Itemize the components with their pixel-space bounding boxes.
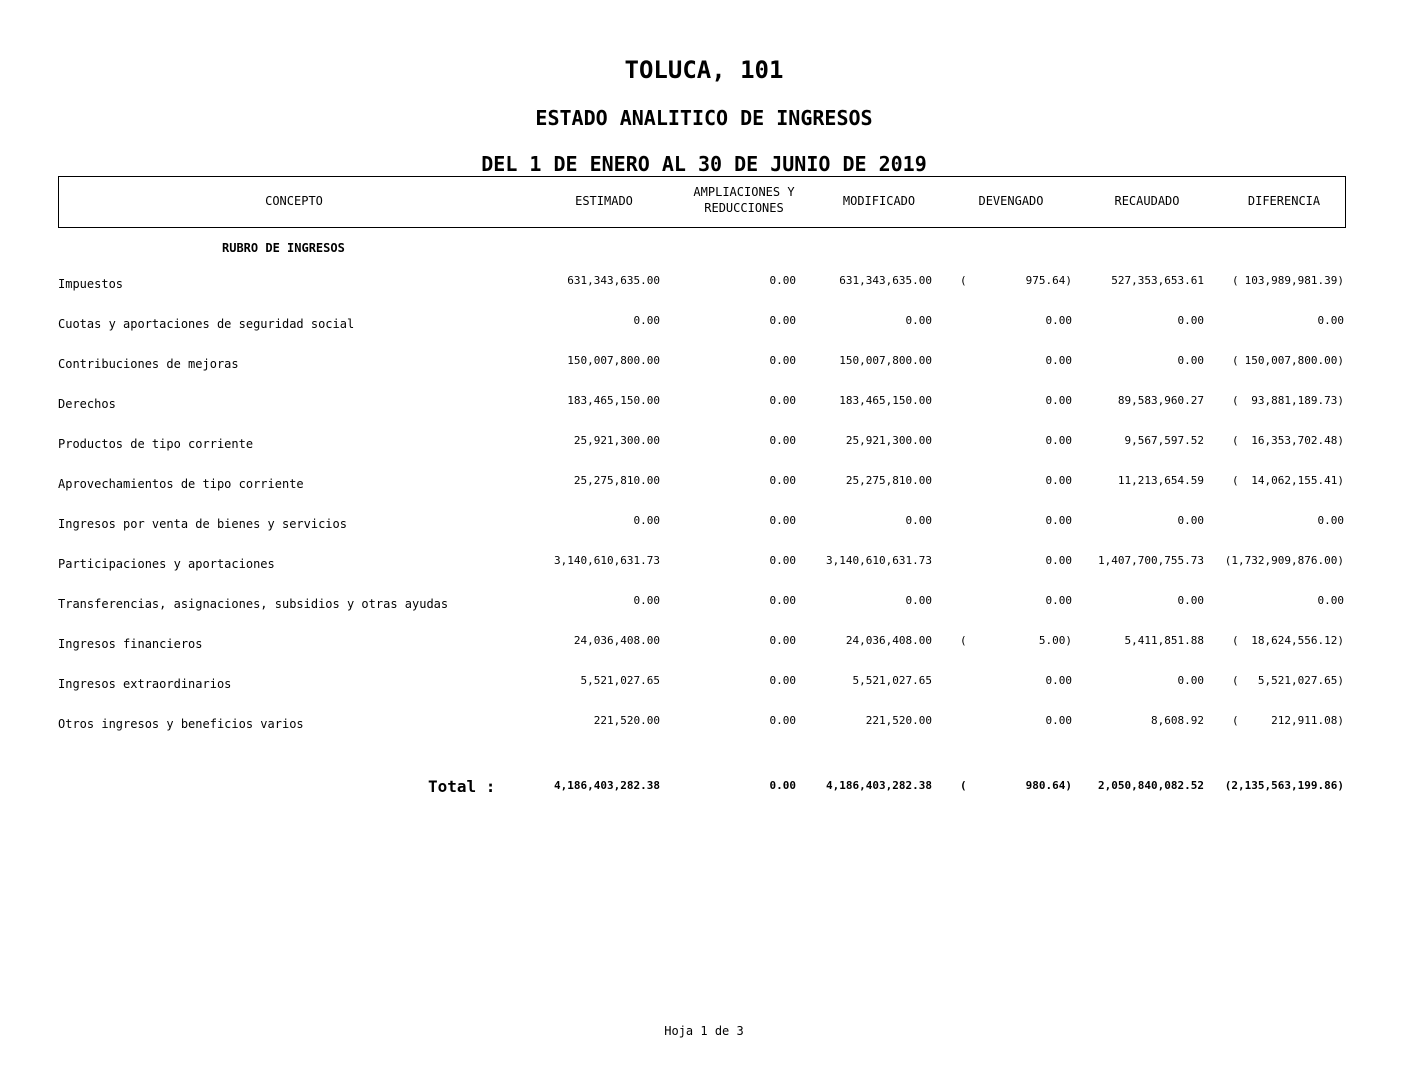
col-ampliaciones-line1: AMPLIACIONES Y (693, 185, 795, 199)
row-diferencia-open-paren: ( (1232, 674, 1239, 687)
table-row (0, 714, 1408, 734)
row-concepto: Aprovechamientos de tipo corriente (58, 477, 304, 491)
row-diferencia: 93,881,189.73) (1251, 394, 1344, 407)
row-diferencia-open-paren: ( (1232, 394, 1239, 407)
row-devengado: 0.00 (1045, 674, 1072, 687)
row-devengado: 0.00 (1045, 394, 1072, 407)
row-diferencia-open-paren: ( (1232, 714, 1239, 727)
row-concepto: Ingresos extraordinarios (58, 677, 232, 691)
row-devengado: 0.00 (1045, 354, 1072, 367)
row-concepto: Contribuciones de mejoras (58, 357, 239, 371)
row-diferencia: (1,732,909,876.00) (1224, 554, 1344, 567)
row-concepto: Impuestos (58, 277, 124, 291)
table-row (0, 354, 1408, 374)
row-recaudado: 0.00 (1177, 354, 1204, 367)
row-ampliaciones: 0.00 (769, 714, 796, 727)
row-estimado: 5,521,027.65 (580, 674, 660, 687)
table-row (0, 594, 1408, 614)
row-diferencia: 5,521,027.65) (1257, 674, 1344, 687)
total-devengado: 980.64) (1025, 779, 1072, 792)
total-devengado-open-paren: ( (960, 779, 967, 792)
row-modificado: 25,275,810.00 (845, 474, 932, 487)
row-ampliaciones: 0.00 (769, 314, 796, 327)
col-devengado: DEVENGADO (978, 194, 1044, 208)
row-devengado: 0.00 (1045, 714, 1072, 727)
table-row (0, 274, 1408, 294)
row-diferencia: 14,062,155.41) (1251, 474, 1344, 487)
row-devengado-open-paren: ( (960, 274, 967, 287)
row-diferencia: 212,911.08) (1271, 714, 1344, 727)
row-devengado: 0.00 (1045, 314, 1072, 327)
col-recaudado: RECAUDADO (1114, 194, 1180, 208)
row-estimado: 631,343,635.00 (567, 274, 660, 287)
row-diferencia-open-paren: ( (1232, 274, 1239, 287)
row-concepto: Ingresos financieros (58, 637, 203, 651)
row-recaudado: 0.00 (1177, 514, 1204, 527)
col-ampliaciones (669, 184, 819, 216)
page-title: TOLUCA, 101 (624, 56, 784, 84)
row-concepto: Derechos (58, 397, 116, 411)
row-concepto: Productos de tipo corriente (58, 437, 254, 451)
row-ampliaciones: 0.00 (769, 474, 796, 487)
table-header (58, 176, 1346, 228)
col-modificado: MODIFICADO (842, 194, 916, 208)
row-devengado: 0.00 (1045, 514, 1072, 527)
row-modificado: 150,007,800.00 (839, 354, 932, 367)
page-footer: Hoja 1 de 3 (664, 1024, 744, 1038)
table-row (0, 314, 1408, 334)
row-recaudado: 5,411,851.88 (1124, 634, 1204, 647)
row-diferencia: 150,007,800.00) (1244, 354, 1344, 367)
row-modificado: 0.00 (905, 514, 932, 527)
row-ampliaciones: 0.00 (769, 274, 796, 287)
table-row (0, 474, 1408, 494)
row-diferencia-open-paren: ( (1232, 354, 1239, 367)
col-concepto: CONCEPTO (265, 194, 323, 208)
total-recaudado: 2,050,840,082.52 (1098, 779, 1204, 792)
total-estimado: 4,186,403,282.38 (554, 779, 660, 792)
row-estimado: 3,140,610,631.73 (554, 554, 660, 567)
row-modificado: 24,036,408.00 (845, 634, 932, 647)
row-modificado: 183,465,150.00 (839, 394, 932, 407)
section-label: RUBRO DE INGRESOS (222, 241, 345, 255)
total-diferencia: (2,135,563,199.86) (1224, 779, 1344, 792)
row-recaudado: 9,567,597.52 (1124, 434, 1204, 447)
total-ampliaciones: 0.00 (769, 779, 796, 792)
row-estimado: 183,465,150.00 (567, 394, 660, 407)
row-recaudado: 0.00 (1177, 674, 1204, 687)
row-estimado: 0.00 (633, 514, 660, 527)
row-estimado: 25,921,300.00 (573, 434, 660, 447)
table-row (0, 554, 1408, 574)
row-estimado: 25,275,810.00 (573, 474, 660, 487)
row-concepto: Cuotas y aportaciones de seguridad social (58, 317, 355, 331)
row-ampliaciones: 0.00 (769, 354, 796, 367)
row-concepto: Participaciones y aportaciones (58, 557, 275, 571)
row-diferencia: 0.00 (1317, 314, 1344, 327)
row-estimado: 24,036,408.00 (573, 634, 660, 647)
row-ampliaciones: 0.00 (769, 394, 796, 407)
row-modificado: 0.00 (905, 314, 932, 327)
row-devengado: 975.64) (1025, 274, 1072, 287)
table-row (0, 634, 1408, 654)
row-diferencia-open-paren: ( (1232, 474, 1239, 487)
row-devengado: 0.00 (1045, 434, 1072, 447)
row-diferencia: 18,624,556.12) (1251, 634, 1344, 647)
row-modificado: 5,521,027.65 (852, 674, 932, 687)
row-diferencia: 16,353,702.48) (1251, 434, 1344, 447)
row-diferencia-open-paren: ( (1232, 634, 1239, 647)
row-estimado: 150,007,800.00 (567, 354, 660, 367)
row-ampliaciones: 0.00 (769, 554, 796, 567)
row-diferencia: 0.00 (1317, 514, 1344, 527)
row-concepto: Ingresos por venta de bienes y servicios (58, 517, 347, 531)
report-subtitle: ESTADO ANALITICO DE INGRESOS (535, 106, 873, 130)
total-label: Total : (428, 777, 496, 796)
row-recaudado: 0.00 (1177, 314, 1204, 327)
row-modificado: 25,921,300.00 (845, 434, 932, 447)
row-recaudado: 8,608.92 (1151, 714, 1204, 727)
row-recaudado: 1,407,700,755.73 (1098, 554, 1204, 567)
row-devengado: 0.00 (1045, 474, 1072, 487)
row-ampliaciones: 0.00 (769, 434, 796, 447)
row-recaudado: 11,213,654.59 (1117, 474, 1204, 487)
row-recaudado: 527,353,653.61 (1111, 274, 1204, 287)
row-devengado: 0.00 (1045, 554, 1072, 567)
row-devengado: 5.00) (1038, 634, 1072, 647)
table-row (0, 674, 1408, 694)
table-row (0, 434, 1408, 454)
row-recaudado: 89,583,960.27 (1117, 394, 1204, 407)
row-concepto: Otros ingresos y beneficios varios (58, 717, 304, 731)
total-modificado: 4,186,403,282.38 (826, 779, 932, 792)
row-modificado: 3,140,610,631.73 (826, 554, 932, 567)
row-devengado: 0.00 (1045, 594, 1072, 607)
row-modificado: 221,520.00 (865, 714, 932, 727)
col-estimado: ESTIMADO (575, 194, 633, 208)
row-diferencia: 0.00 (1317, 594, 1344, 607)
col-ampliaciones-line2: REDUCCIONES (704, 201, 784, 215)
table-row (0, 514, 1408, 534)
row-devengado-open-paren: ( (960, 634, 967, 647)
row-ampliaciones: 0.00 (769, 674, 796, 687)
row-concepto: Transferencias, asignaciones, subsidios y otras ayudas (58, 597, 449, 611)
table-row (0, 394, 1408, 414)
row-ampliaciones: 0.00 (769, 594, 796, 607)
row-diferencia-open-paren: ( (1232, 434, 1239, 447)
row-modificado: 631,343,635.00 (839, 274, 932, 287)
row-recaudado: 0.00 (1177, 594, 1204, 607)
row-ampliaciones: 0.00 (769, 634, 796, 647)
col-diferencia: DIFERENCIA (1247, 194, 1321, 208)
row-ampliaciones: 0.00 (769, 514, 796, 527)
total-row (0, 777, 1408, 797)
row-diferencia: 103,989,981.39) (1244, 274, 1344, 287)
row-estimado: 0.00 (633, 594, 660, 607)
report-period: DEL 1 DE ENERO AL 30 DE JUNIO DE 2019 (481, 152, 927, 176)
row-estimado: 0.00 (633, 314, 660, 327)
row-modificado: 0.00 (905, 594, 932, 607)
row-estimado: 221,520.00 (593, 714, 660, 727)
